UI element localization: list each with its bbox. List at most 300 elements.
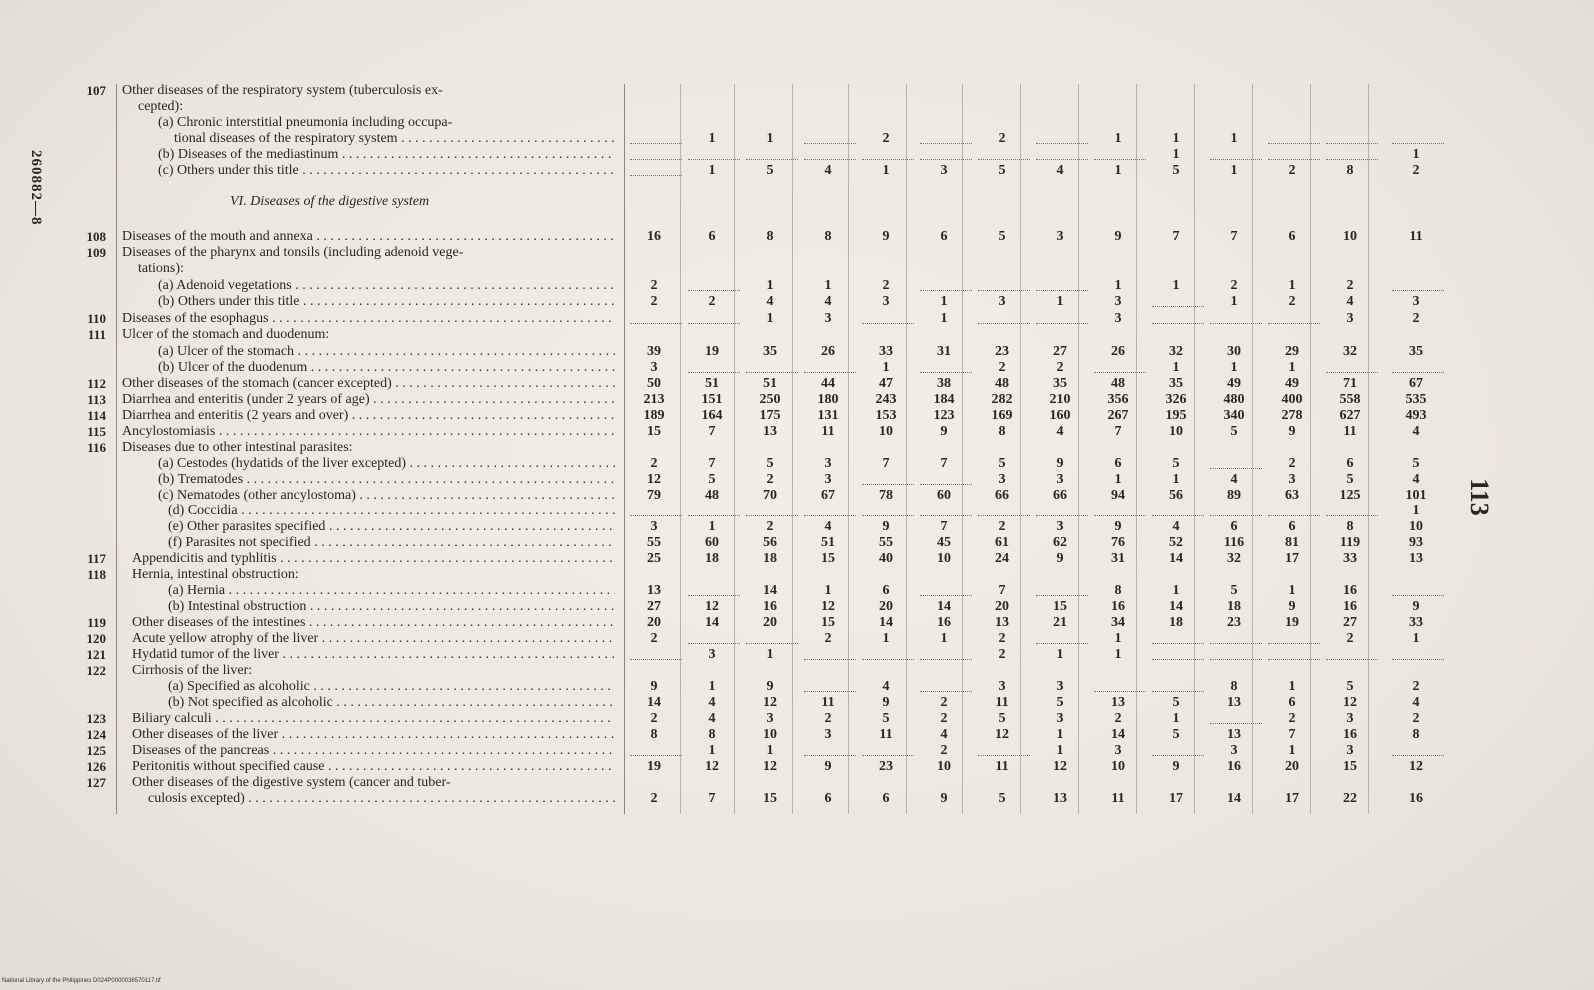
table-cell: 32 <box>1343 344 1357 359</box>
table-cell: 1 <box>708 131 716 146</box>
table-cell: 2 <box>824 711 832 726</box>
row-label: (b) Not specified as alcoholic . . . <box>168 695 615 711</box>
table-cell: 4 <box>708 695 716 710</box>
table-cell: 16 <box>1343 727 1357 742</box>
table-cell: 15 <box>821 615 835 630</box>
row-label: Hydatid tumor of the liver . . . <box>132 647 615 663</box>
table-cell: 3 <box>824 311 832 326</box>
table-cell: 267 <box>1107 408 1129 423</box>
table-cell: 60 <box>937 488 951 503</box>
table-cell: 5 <box>998 791 1006 806</box>
empty-cell-leader <box>630 507 682 516</box>
table-cell: 11 <box>995 759 1009 774</box>
table-cell: 2 <box>650 456 658 471</box>
row-label: Other diseases of the respiratory system (tuberculosis ex- <box>122 83 443 98</box>
table-cell: 2 <box>1288 456 1296 471</box>
table-cell: 3 <box>766 711 774 726</box>
empty-cell-leader <box>1210 507 1262 516</box>
table-cell: 15 <box>1343 759 1357 774</box>
empty-cell-leader <box>1268 135 1320 144</box>
table-cell: 20 <box>763 615 777 630</box>
table-cell: 26 <box>821 344 835 359</box>
table-cell: 7 <box>940 519 948 534</box>
table-cell: 5 <box>1346 472 1354 487</box>
table-cell: 35 <box>1169 376 1183 391</box>
row-label: Other diseases of the intestines . . . <box>132 615 615 631</box>
row-number: 126 <box>86 759 106 774</box>
table-cell: 15 <box>1053 599 1067 614</box>
empty-cell-leader <box>688 315 740 324</box>
table-cell: 3 <box>824 456 832 471</box>
row-label: Diseases of the pharynx and tonsils (including adenoid vege- <box>122 245 464 260</box>
table-cell: 35 <box>763 344 777 359</box>
empty-cell-leader <box>1326 507 1378 516</box>
empty-cell-leader <box>630 135 682 144</box>
table-cell: 2 <box>998 360 1006 375</box>
table-cell: 23 <box>879 759 893 774</box>
row-number: 120 <box>86 631 106 646</box>
row-number: 124 <box>86 727 106 742</box>
table-cell: 6 <box>882 791 890 806</box>
table-cell: 2 <box>708 294 716 309</box>
table-cell: 2 <box>1056 360 1064 375</box>
row-label: Diseases due to other intestinal parasites: <box>122 440 353 455</box>
empty-cell-leader <box>920 282 972 291</box>
table-cell: 15 <box>821 551 835 566</box>
table-cell: 5 <box>1230 583 1238 598</box>
table-cell: 10 <box>1111 759 1125 774</box>
row-label: (b) Others under this title . . . <box>158 294 615 310</box>
table-cell: 33 <box>879 344 893 359</box>
table-cell: 2 <box>650 791 658 806</box>
empty-cell-leader <box>920 587 972 596</box>
table-cell: 34 <box>1111 615 1125 630</box>
table-cell: 1 <box>1230 360 1238 375</box>
row-label: tations): <box>138 261 184 276</box>
row-label: (a) Cestodes (hydatids of the liver excepted) . . . <box>158 456 615 472</box>
empty-cell-leader <box>804 151 856 160</box>
table-cell: 5 <box>1056 695 1064 710</box>
table-cell: 70 <box>763 488 777 503</box>
table-cell: 1 <box>1412 503 1420 518</box>
table-cell: 123 <box>933 408 955 423</box>
table-row <box>0 294 1594 310</box>
table-cell: 60 <box>705 535 719 550</box>
table-row <box>0 615 1594 631</box>
row-label: (b) Intestinal obstruction . . . <box>168 599 615 615</box>
table-cell: 2 <box>882 131 890 146</box>
table-cell: 22 <box>1343 791 1357 806</box>
table-cell: 25 <box>647 551 661 566</box>
table-cell: 2 <box>940 695 948 710</box>
table-cell: 3 <box>1114 294 1122 309</box>
empty-cell-leader <box>630 151 682 160</box>
table-cell: 31 <box>937 344 951 359</box>
table-cell: 2 <box>1288 163 1296 178</box>
empty-cell-leader <box>630 315 682 324</box>
table-cell: 27 <box>1343 615 1357 630</box>
table-cell: 5 <box>998 229 1006 244</box>
empty-cell-leader <box>1210 651 1262 660</box>
table-cell: 3 <box>1114 311 1122 326</box>
row-label: Diseases of the esophagus . . . <box>122 311 615 327</box>
table-cell: 119 <box>1339 535 1361 550</box>
table-cell: 4 <box>824 519 832 534</box>
table-cell: 2 <box>766 519 774 534</box>
table-cell: 1 <box>1056 727 1064 742</box>
empty-cell-leader <box>1036 587 1088 596</box>
table-cell: 62 <box>1053 535 1067 550</box>
table-cell: 1 <box>824 278 832 293</box>
empty-cell-leader <box>1392 364 1444 373</box>
table-cell: 5 <box>998 163 1006 178</box>
table-cell: 11 <box>1409 229 1423 244</box>
empty-cell-leader <box>1152 747 1204 756</box>
table-cell: 3 <box>1056 711 1064 726</box>
table-cell: 13 <box>763 424 777 439</box>
table-cell: 9 <box>824 759 832 774</box>
empty-cell-leader <box>630 167 682 176</box>
table-cell: 12 <box>995 727 1009 742</box>
table-cell: 2 <box>940 743 948 758</box>
table-cell: 5 <box>766 163 774 178</box>
table-cell: 8 <box>1346 519 1354 534</box>
table-cell: 9 <box>940 791 948 806</box>
table-cell: 4 <box>1412 695 1420 710</box>
page-number: 113 <box>1464 478 1494 516</box>
table-cell: 6 <box>1346 456 1354 471</box>
table-row <box>0 679 1594 695</box>
row-label: (b) Trematodes . . . <box>158 472 615 488</box>
table-cell: 14 <box>879 615 893 630</box>
table-cell: 6 <box>1114 456 1122 471</box>
empty-cell-leader <box>1210 635 1262 644</box>
table-cell: 81 <box>1285 535 1299 550</box>
table-row <box>0 194 1594 210</box>
row-number: 108 <box>86 229 106 244</box>
table-cell: 55 <box>879 535 893 550</box>
table-cell: 9 <box>1288 424 1296 439</box>
row-label: Other diseases of the digestive system (cancer and tuber- <box>132 775 451 790</box>
table-cell: 1 <box>1114 647 1122 662</box>
row-number: 113 <box>87 392 106 407</box>
table-cell: 38 <box>937 376 951 391</box>
table-cell: 3 <box>650 519 658 534</box>
table-cell: 2 <box>998 131 1006 146</box>
row-number: 123 <box>86 711 106 726</box>
empty-cell-leader <box>746 364 798 373</box>
table-cell: 9 <box>1056 456 1064 471</box>
row-label: tional diseases of the respiratory system . . . <box>174 131 615 147</box>
table-cell: 17 <box>1169 791 1183 806</box>
table-cell: 5 <box>1172 695 1180 710</box>
row-label: Other diseases of the stomach (cancer excepted) . . . <box>122 376 615 392</box>
empty-cell-leader <box>746 151 798 160</box>
table-row <box>0 519 1594 535</box>
empty-cell-leader <box>688 151 740 160</box>
empty-cell-leader <box>1036 507 1088 516</box>
table-cell: 4 <box>708 711 716 726</box>
empty-cell-leader <box>978 151 1030 160</box>
empty-cell-leader <box>1036 635 1088 644</box>
table-row <box>0 327 1594 343</box>
table-cell: 21 <box>1053 615 1067 630</box>
empty-cell-leader <box>920 135 972 144</box>
empty-cell-leader <box>1036 135 1088 144</box>
table-cell: 169 <box>991 408 1013 423</box>
table-cell: 11 <box>821 695 835 710</box>
table-cell: 32 <box>1227 551 1241 566</box>
row-number: 111 <box>87 327 106 342</box>
row-label: culosis excepted) . . . <box>148 791 615 807</box>
table-cell: 6 <box>882 583 890 598</box>
table-cell: 131 <box>817 408 839 423</box>
table-cell: 1 <box>1056 647 1064 662</box>
empty-cell-leader <box>1210 715 1262 724</box>
table-cell: 4 <box>1230 472 1238 487</box>
empty-cell-leader <box>1094 507 1146 516</box>
empty-cell-leader <box>1036 151 1088 160</box>
table-cell: 340 <box>1223 408 1245 423</box>
table-cell: 2 <box>998 519 1006 534</box>
table-cell: 63 <box>1285 488 1299 503</box>
empty-cell-leader <box>688 364 740 373</box>
table-cell: 5 <box>1172 727 1180 742</box>
table-cell: 3 <box>824 472 832 487</box>
table-cell: 9 <box>1412 599 1420 614</box>
table-cell: 14 <box>937 599 951 614</box>
table-cell: 23 <box>995 344 1009 359</box>
empty-cell-leader <box>1210 315 1262 324</box>
table-cell: 1 <box>708 743 716 758</box>
row-number: 110 <box>87 311 106 326</box>
table-cell: 4 <box>1056 163 1064 178</box>
table-cell: 66 <box>995 488 1009 503</box>
table-cell: 9 <box>1114 229 1122 244</box>
table-cell: 2 <box>650 294 658 309</box>
empty-cell-leader <box>1268 315 1320 324</box>
table-cell: 3 <box>1056 472 1064 487</box>
table-cell: 32 <box>1169 344 1183 359</box>
table-row <box>0 599 1594 615</box>
row-number: 112 <box>87 376 106 391</box>
empty-cell-leader <box>1152 683 1204 692</box>
table-cell: 3 <box>882 294 890 309</box>
table-cell: 125 <box>1339 488 1361 503</box>
table-cell: 48 <box>705 488 719 503</box>
table-cell: 49 <box>1227 376 1241 391</box>
table-cell: 12 <box>705 759 719 774</box>
table-cell: 51 <box>705 376 719 391</box>
table-row <box>0 472 1594 488</box>
scan-footer: National Library of the Philippines D024P0000036570117.tif <box>2 978 161 984</box>
table-cell: 18 <box>1227 599 1241 614</box>
table-cell: 7 <box>1172 229 1180 244</box>
table-cell: 7 <box>998 583 1006 598</box>
empty-cell-leader <box>1392 747 1444 756</box>
empty-cell-leader <box>1326 364 1378 373</box>
empty-cell-leader <box>630 747 682 756</box>
row-label: (c) Others under this title . . . <box>158 163 615 179</box>
table-row <box>0 551 1594 567</box>
empty-cell-leader <box>1392 282 1444 291</box>
table-cell: 14 <box>763 583 777 598</box>
table-cell: 151 <box>701 392 723 407</box>
row-label: Cirrhosis of the liver: <box>132 663 253 678</box>
table-cell: 8 <box>650 727 658 742</box>
table-cell: 2 <box>1230 278 1238 293</box>
empty-cell-leader <box>920 476 972 485</box>
table-cell: 2 <box>882 278 890 293</box>
table-cell: 10 <box>937 551 951 566</box>
table-cell: 55 <box>647 535 661 550</box>
table-cell: 6 <box>708 229 716 244</box>
table-cell: 19 <box>1285 615 1299 630</box>
table-cell: 2 <box>650 278 658 293</box>
table-cell: 1 <box>1114 631 1122 646</box>
table-cell: 1 <box>882 163 890 178</box>
table-cell: 14 <box>705 615 719 630</box>
table-cell: 10 <box>1169 424 1183 439</box>
table-cell: 6 <box>1288 519 1296 534</box>
table-cell: 3 <box>824 727 832 742</box>
table-cell: 35 <box>1409 344 1423 359</box>
empty-cell-leader <box>1094 151 1146 160</box>
row-number: 116 <box>87 440 106 455</box>
table-cell: 3 <box>940 163 948 178</box>
table-cell: 1 <box>766 131 774 146</box>
table-cell: 14 <box>1169 599 1183 614</box>
table-cell: 93 <box>1409 535 1423 550</box>
empty-cell-leader <box>862 507 914 516</box>
table-cell: 2 <box>650 711 658 726</box>
row-label: (a) Chronic interstitial pneumonia including occupa- <box>158 115 453 130</box>
table-row <box>0 424 1594 440</box>
row-label: Ancylostomiasis . . . <box>122 424 615 440</box>
table-cell: 160 <box>1049 408 1071 423</box>
table-cell: 5 <box>1346 679 1354 694</box>
table-cell: 4 <box>1056 424 1064 439</box>
row-number: 125 <box>86 743 106 758</box>
table-row <box>0 360 1594 376</box>
table-cell: 8 <box>1114 583 1122 598</box>
empty-cell-leader <box>920 151 972 160</box>
empty-cell-leader <box>804 747 856 756</box>
table-cell: 184 <box>933 392 955 407</box>
table-cell: 1 <box>1288 583 1296 598</box>
table-cell: 1 <box>882 360 890 375</box>
table-cell: 1 <box>1230 163 1238 178</box>
table-cell: 27 <box>647 599 661 614</box>
table-cell: 2 <box>940 711 948 726</box>
empty-cell-leader <box>1268 507 1320 516</box>
table-cell: 3 <box>1346 311 1354 326</box>
table-cell: 326 <box>1165 392 1187 407</box>
row-label: (a) Adenoid vegetations . . . <box>158 278 615 294</box>
table-cell: 1 <box>766 647 774 662</box>
table-cell: 4 <box>1172 519 1180 534</box>
table-cell: 4 <box>1412 424 1420 439</box>
table-cell: 33 <box>1343 551 1357 566</box>
table-cell: 5 <box>1230 424 1238 439</box>
table-cell: 5 <box>998 711 1006 726</box>
table-cell: 2 <box>1346 278 1354 293</box>
table-row <box>0 131 1594 147</box>
empty-cell-leader <box>920 683 972 692</box>
empty-cell-leader <box>1268 651 1320 660</box>
table-cell: 2 <box>998 631 1006 646</box>
row-label: (d) Coccidia . . . <box>168 503 615 519</box>
table-cell: 18 <box>1169 615 1183 630</box>
table-cell: 535 <box>1405 392 1427 407</box>
table-cell: 56 <box>1169 488 1183 503</box>
table-cell: 9 <box>882 519 890 534</box>
table-cell: 1 <box>766 311 774 326</box>
row-number: 114 <box>87 408 106 423</box>
table-cell: 7 <box>882 456 890 471</box>
table-cell: 4 <box>1412 472 1420 487</box>
table-cell: 12 <box>1053 759 1067 774</box>
table-cell: 7 <box>1230 229 1238 244</box>
table-cell: 1 <box>1172 278 1180 293</box>
row-label: cepted): <box>138 99 184 114</box>
empty-cell-leader <box>920 364 972 373</box>
empty-cell-leader <box>1152 635 1204 644</box>
table-cell: 12 <box>763 695 777 710</box>
table-cell: 13 <box>1409 551 1423 566</box>
table-cell: 1 <box>882 631 890 646</box>
table-cell: 2 <box>1412 679 1420 694</box>
table-cell: 3 <box>1056 229 1064 244</box>
row-label: Biliary calculi . . . <box>132 711 615 727</box>
table-row <box>0 759 1594 775</box>
table-cell: 5 <box>1412 456 1420 471</box>
table-cell: 7 <box>708 456 716 471</box>
empty-cell-leader <box>804 651 856 660</box>
table-cell: 1 <box>1230 294 1238 309</box>
table-cell: 195 <box>1165 408 1187 423</box>
empty-cell-leader <box>688 282 740 291</box>
table-cell: 627 <box>1339 408 1361 423</box>
table-cell: 31 <box>1111 551 1125 566</box>
table-cell: 1 <box>1288 278 1296 293</box>
table-cell: 1 <box>1056 294 1064 309</box>
table-cell: 71 <box>1343 376 1357 391</box>
table-cell: 1 <box>766 278 774 293</box>
table-cell: 9 <box>650 679 658 694</box>
table-cell: 14 <box>1169 551 1183 566</box>
table-cell: 9 <box>882 229 890 244</box>
empty-cell-leader <box>804 683 856 692</box>
table-row <box>0 567 1594 583</box>
empty-cell-leader <box>862 747 914 756</box>
table-row <box>0 503 1594 519</box>
table-cell: 3 <box>650 360 658 375</box>
table-cell: 8 <box>1230 679 1238 694</box>
table-cell: 4 <box>824 163 832 178</box>
table-row <box>0 245 1594 261</box>
table-cell: 153 <box>875 408 897 423</box>
empty-cell-leader <box>804 364 856 373</box>
table-cell: 2 <box>1412 311 1420 326</box>
table-cell: 9 <box>940 424 948 439</box>
table-row <box>0 647 1594 663</box>
table-cell: 1 <box>1172 711 1180 726</box>
table-cell: 2 <box>1346 631 1354 646</box>
table-cell: 164 <box>701 408 723 423</box>
table-cell: 1 <box>1412 631 1420 646</box>
table-cell: 493 <box>1405 408 1427 423</box>
